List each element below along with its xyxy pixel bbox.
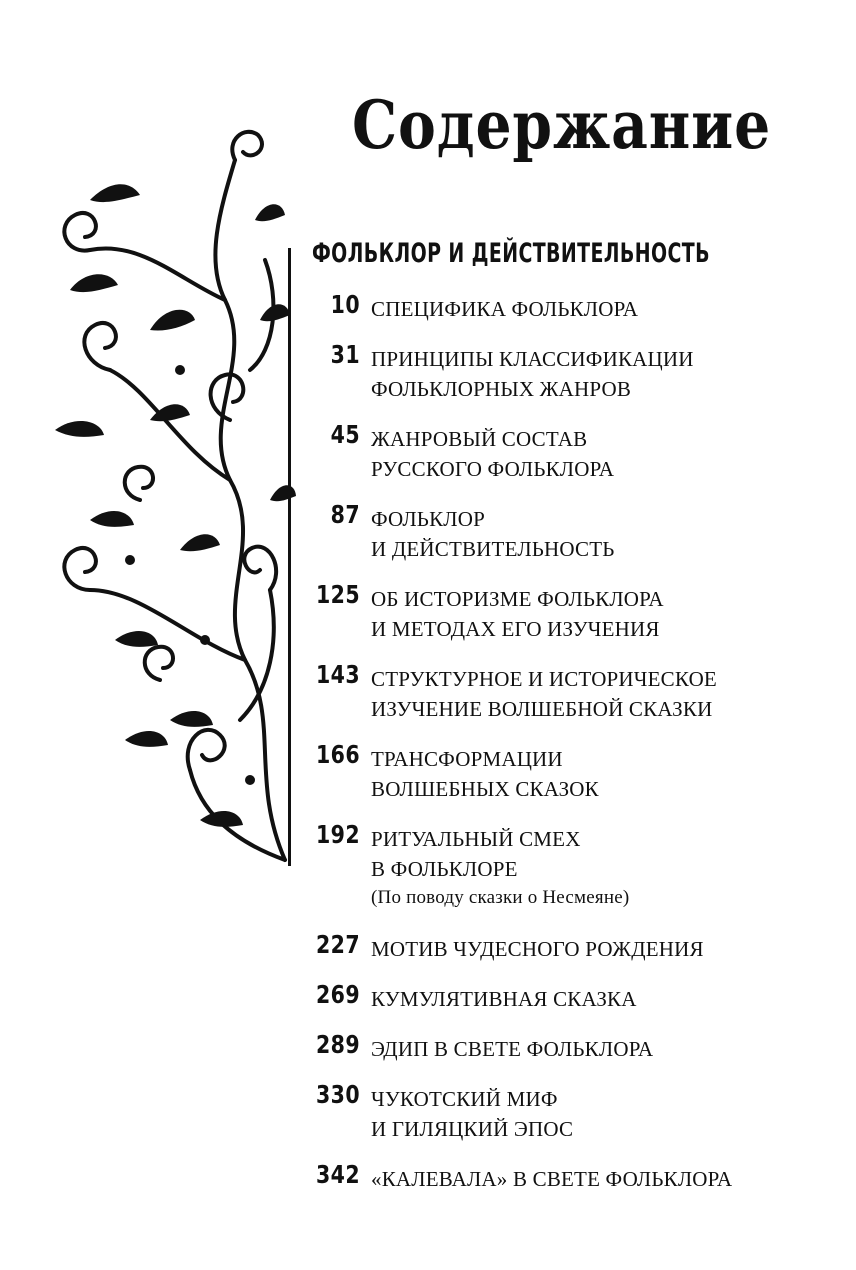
toc-entry-title: РИТУАЛЬНЫЙ СМЕХ В ФОЛЬКЛОРЕ (По поводу сказки о Несмеяне) bbox=[371, 824, 831, 912]
toc-page-number: 330 bbox=[315, 1080, 360, 1109]
toc-entry-title: ЖАНРОВЫЙ СОСТАВ РУССКОГО ФОЛЬКЛОРА bbox=[371, 427, 615, 481]
toc-page-number: 125 bbox=[315, 580, 360, 609]
toc-page-number: 269 bbox=[315, 980, 360, 1009]
toc-entry-title: СПЕЦИФИКА ФОЛЬКЛОРА bbox=[371, 297, 639, 321]
toc-page-number: 342 bbox=[315, 1160, 360, 1189]
toc-entry-title: ЧУКОТСКИЙ МИФ И ГИЛЯЦКИЙ ЭПОС bbox=[371, 1087, 574, 1141]
toc-entry-title: «КАЛЕВАЛА» В СВЕТЕ ФОЛЬКЛОРА bbox=[371, 1167, 733, 1191]
toc-page-number: 143 bbox=[315, 660, 360, 689]
toc-entry-title: ЭДИП В СВЕТЕ ФОЛЬКЛОРА bbox=[371, 1037, 654, 1061]
toc-entry-title: ПРИНЦИПЫ КЛАССИФИКАЦИИ ФОЛЬКЛОРНЫХ ЖАНРОВ bbox=[371, 347, 694, 401]
toc-page-number: 87 bbox=[330, 500, 360, 529]
toc-entry-title: КУМУЛЯТИВНАЯ СКАЗКА bbox=[371, 987, 637, 1011]
toc-entry-title: ФОЛЬКЛОР И ДЕЙСТВИТЕЛЬНОСТЬ bbox=[371, 507, 615, 561]
section-heading: ФОЛЬКЛОР И ДЕЙСТВИТЕЛЬНОСТЬ bbox=[312, 238, 710, 269]
toc-page-number: 31 bbox=[330, 340, 360, 369]
toc-page-number: 192 bbox=[315, 820, 360, 849]
toc-page-number: 45 bbox=[330, 420, 360, 449]
page-title: Содержание bbox=[352, 86, 772, 164]
toc-entry-title: ТРАНСФОРМАЦИИ ВОЛШЕБНЫХ СКАЗОК bbox=[371, 747, 599, 801]
toc-entry-title: СТРУКТУРНОЕ И ИСТОРИЧЕСКОЕ ИЗУЧЕНИЕ ВОЛШЕБНОЙ СКАЗКИ bbox=[371, 667, 717, 721]
toc-page-number: 289 bbox=[315, 1030, 360, 1059]
floral-ornament-icon bbox=[30, 120, 300, 880]
toc-entry-title: МОТИВ ЧУДЕСНОГО РОЖДЕНИЯ bbox=[371, 937, 704, 961]
toc-entry-subtitle: (По поводу сказки о Несмеяне) bbox=[371, 887, 630, 908]
toc-page-number: 227 bbox=[315, 930, 360, 959]
toc-page-number: 10 bbox=[330, 290, 360, 319]
toc-page-number: 166 bbox=[315, 740, 360, 769]
toc-entry-title: ОБ ИСТОРИЗМЕ ФОЛЬКЛОРА И МЕТОДАХ ЕГО ИЗУЧЕНИЯ bbox=[371, 587, 664, 641]
vertical-divider bbox=[288, 248, 291, 866]
